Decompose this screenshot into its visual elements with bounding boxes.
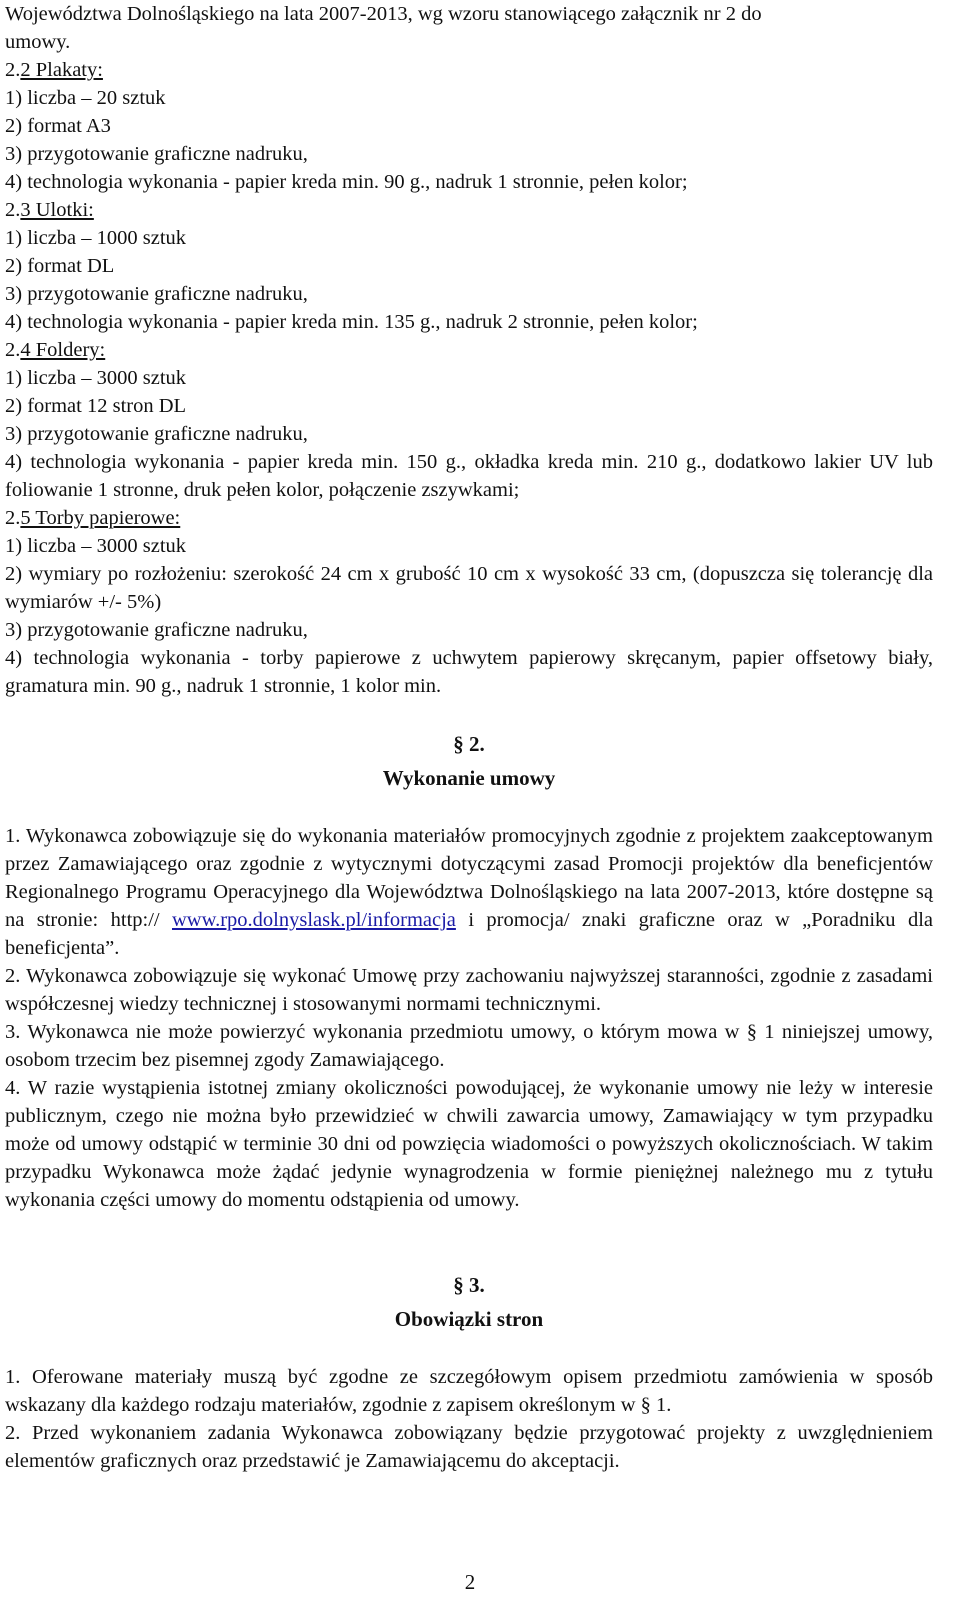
posters-item-4: 4) technologia wykonania - papier kreda min. 90 g., nadruk 1 stronnie, pełen kolor; [5, 171, 688, 193]
leaflets-item-2: 2) format DL [5, 255, 115, 277]
folders-item-4: 4) technologia wykonania - papier kreda min. 150 g., okładka kreda min. 210 g., dodatkowo lakier UV lub foliowanie 1 stronne, druk pełen kolor, połączenie zszywkami; [5, 451, 933, 501]
section-2-paragraph-1: 1. Wykonawca zobowiązuje się do wykonania materiałów promocyjnych zgodnie z projektem zaakceptowanym przez Zamawiającego oraz zgodnie z wytycznymi dotyczącymi zasad Promocji projektów dla beneficjentów Regionalnego Programu Operacyjnego dla Województwa Dolnośląskiego na lata 2007-2013, które dostępne są na stronie: http:// www.rpo.dolnyslask.pl/informacja i promocja/ znaki graficzne oraz w „Poradniku dla beneficjenta”. [5, 825, 933, 959]
intro-line-1: Województwa Dolnośląskiego na lata 2007-2013, wg wzoru stanowiącego załącznik nr 2 do [5, 3, 762, 25]
folders-item-3: 3) przygotowanie graficzne nadruku, [5, 423, 308, 445]
posters-heading: 2.2 Plakaty: [5, 59, 103, 81]
leaflets-heading: 2.3 Ulotki: [5, 199, 94, 221]
leaflets-item-1: 1) liczba – 1000 sztuk [5, 227, 187, 249]
section-3-title: Obowiązki stron [394, 1307, 544, 1331]
bags-item-4: 4) technologia wykonania - torby papierowe z uchwytem papierowy skręcanym, papier offsetowy biały, gramatura min. 90 g., nadruk 1 stronnie, 1 kolor min. [5, 647, 933, 697]
leaflets-item-3: 3) przygotowanie graficzne nadruku, [5, 283, 308, 305]
posters-item-3: 3) przygotowanie graficzne nadruku, [5, 143, 308, 165]
bags-item-1: 1) liczba – 3000 sztuk [5, 535, 187, 557]
folders-heading: 2.4 Foldery: [5, 339, 106, 361]
bags-item-2: 2) wymiary po rozłożeniu: szerokość 24 cm x grubość 10 cm x wysokość 33 cm, (dopuszcza się tolerancję dla wymiarów +/- 5%) [5, 563, 933, 613]
spacer [5, 795, 933, 822]
posters-item-1: 1) liczba – 20 sztuk [5, 87, 166, 109]
bags-item-3: 3) przygotowanie graficzne nadruku, [5, 619, 308, 641]
spacer [5, 700, 933, 727]
section-2-paragraph-2: 2. Wykonawca zobowiązuje się wykonać Umowę przy zachowaniu najwyższej staranności, zgodnie z zasadami współczesnej wiedzy technicznej i stosowanymi normami technicznymi. [5, 965, 933, 1015]
folders-item-1: 1) liczba – 3000 sztuk [5, 367, 187, 389]
intro-line-2: umowy. [5, 31, 71, 53]
leaflets-item-4: 4) technologia wykonania - papier kreda min. 135 g., nadruk 2 stronnie, pełen kolor; [5, 311, 698, 333]
spacer [5, 1214, 933, 1241]
section-3-paragraph-1: 1. Oferowane materiały muszą być zgodne ze szczegółowym opisem przedmiotu zamówienia w sposób wskazany dla każdego rodzaju materiałów, zgodnie z zapisem określonym w § 1. [5, 1366, 933, 1416]
section-2-paragraph-3: 3. Wykonawca nie może powierzyć wykonania przedmiotu umowy, o którym mowa w § 1 niniejszej umowy, osobom trzecim bez pisemnej zgody Zamawiającego. [5, 1021, 933, 1071]
spacer [5, 1336, 933, 1363]
section-2-title: Wykonanie umowy [382, 766, 556, 790]
section-3-paragraph-2: 2. Przed wykonaniem zadania Wykonawca zobowiązany będzie przygotować projekty z uwzględnieniem elementów graficznych oraz przedstawić je Zamawiającemu do akceptacji. [5, 1422, 933, 1472]
section-2-number: § 2. [453, 732, 485, 756]
spacer [5, 1241, 933, 1268]
section-2-paragraph-4: 4. W razie wystąpienia istotnej zmiany okoliczności powodującej, że wykonanie umowy nie leży w interesie publicznym, czego nie można było przewidzieć w chwili zawarcia umowy, Zamawiający w tym przypadku może od umowy odstąpić w terminie 30 dni od powzięcia wiadomości o powyższych okolicznościach. W takim przypadku Wykonawca może żądać jedynie wynagrodzenia w formie pieniężnej należnego mu z tytułu wykonania części umowy do momentu odstąpienia od umowy. [5, 1077, 933, 1211]
rpo-website-link[interactable]: www.rpo.dolnyslask.pl/informacja [172, 909, 456, 931]
posters-item-2: 2) format A3 [5, 115, 111, 137]
folders-item-2: 2) format 12 stron DL [5, 395, 187, 417]
page-number: 2 [464, 1570, 476, 1594]
bags-heading: 2.5 Torby papierowe: [5, 507, 181, 529]
section-3-number: § 3. [453, 1273, 485, 1297]
document-page [5, 0, 933, 1475]
